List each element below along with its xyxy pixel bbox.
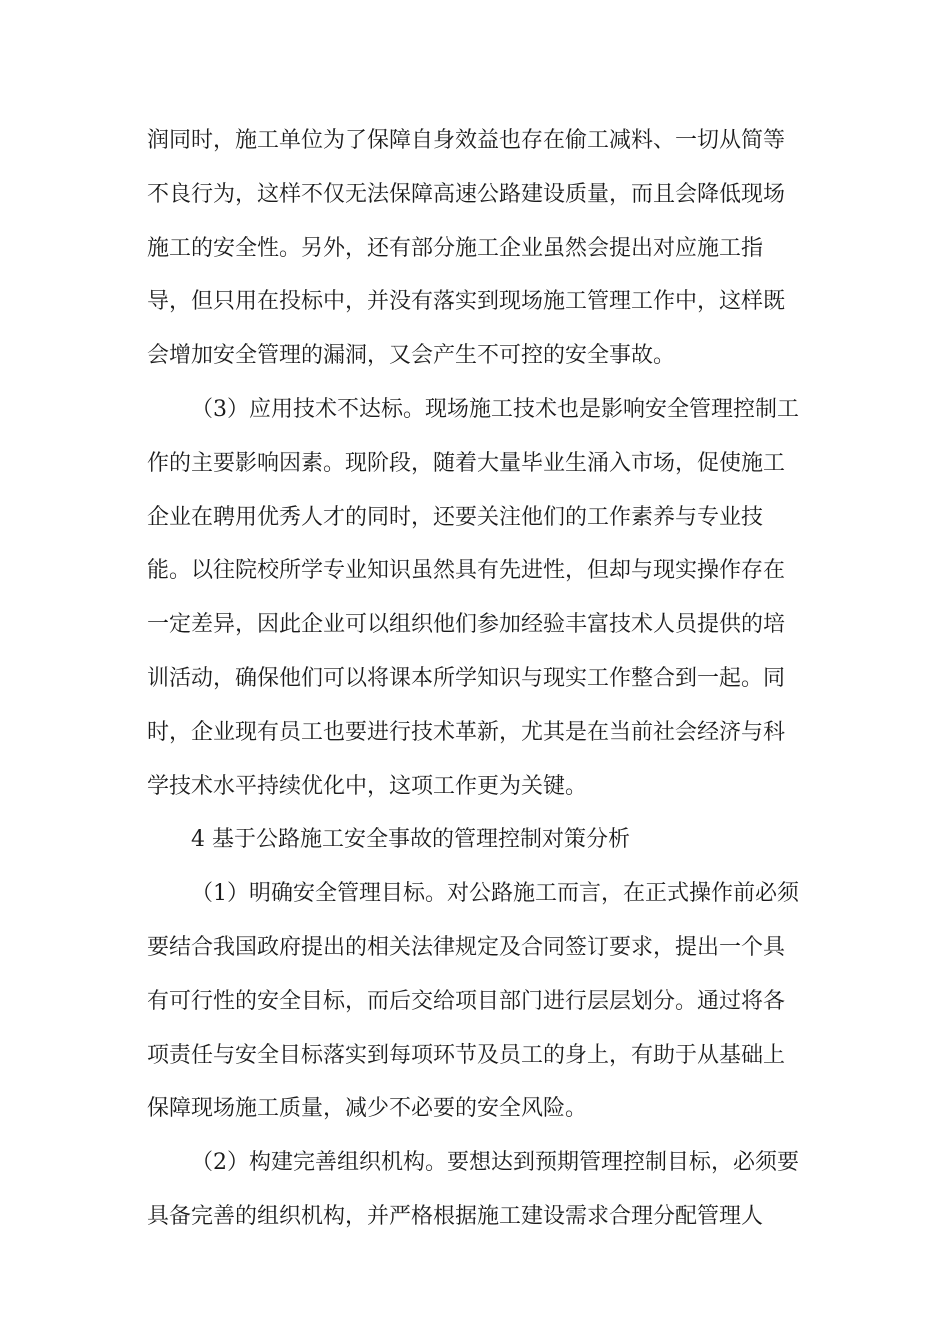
text-line: 一定差异，因此企业可以组织他们参加经验丰富技术人员提供的培 [147, 612, 786, 638]
text-line: 时，企业现有员工也要进行技术革新，尤其是在当前社会经济与科 [147, 719, 786, 745]
text-line: 训活动，确保他们可以将课本所学知识与现实工作整合到一起。同 [147, 665, 786, 691]
text-line: 作的主要影响因素。现阶段，随着大量毕业生涌入市场，促使施工 [147, 450, 786, 476]
text-line: 导，但只用在投标中，并没有落实到现场施工管理工作中，这样既 [147, 289, 786, 315]
text-line: 能。以往院校所学专业知识虽然具有先进性，但却与现实操作存在 [147, 558, 786, 584]
paragraph-start-line: （3）应用技术不达标。现场施工技术也是影响安全管理控制工 [191, 396, 799, 422]
text-line: 企业在聘用优秀人才的同时，还要关注他们的工作素养与专业技 [147, 504, 764, 530]
text-line: 学技术水平持续优化中，这项工作更为关键。 [147, 773, 588, 799]
text-line: 会增加安全管理的漏洞，又会产生不可控的安全事故。 [147, 343, 676, 369]
text-line: 具备完善的组织机构，并严格根据施工建设需求合理分配管理人 [147, 1203, 764, 1229]
document-body [147, 114, 817, 1244]
section-heading: 4 基于公路施工安全事故的管理控制对策分析 [191, 827, 630, 853]
text-line: 润同时，施工单位为了保障自身效益也存在偷工减料、一切从简等 [147, 128, 786, 153]
text-line: 有可行性的安全目标，而后交给项目部门进行层层划分。通过将各 [147, 988, 786, 1014]
text-line: 要结合我国政府提出的相关法律规定及合同签订要求，提出一个具 [147, 934, 786, 960]
text-line: 保障现场施工质量，减少不必要的安全风险。 [147, 1096, 588, 1122]
paragraph-start-line: （1）明确安全管理目标。对公路施工而言，在正式操作前必须 [191, 881, 799, 907]
text-line: 不良行为，这样不仅无法保障高速公路建设质量，而且会降低现场 [147, 181, 786, 207]
text-line: 施工的安全性。另外，还有部分施工企业虽然会提出对应施工指 [147, 235, 764, 261]
paragraph-start-line: （2）构建完善组织机构。要想达到预期管理控制目标，必须要 [191, 1150, 799, 1176]
text-line: 项责任与安全目标落实到每项环节及员工的身上，有助于从基础上 [147, 1042, 786, 1068]
